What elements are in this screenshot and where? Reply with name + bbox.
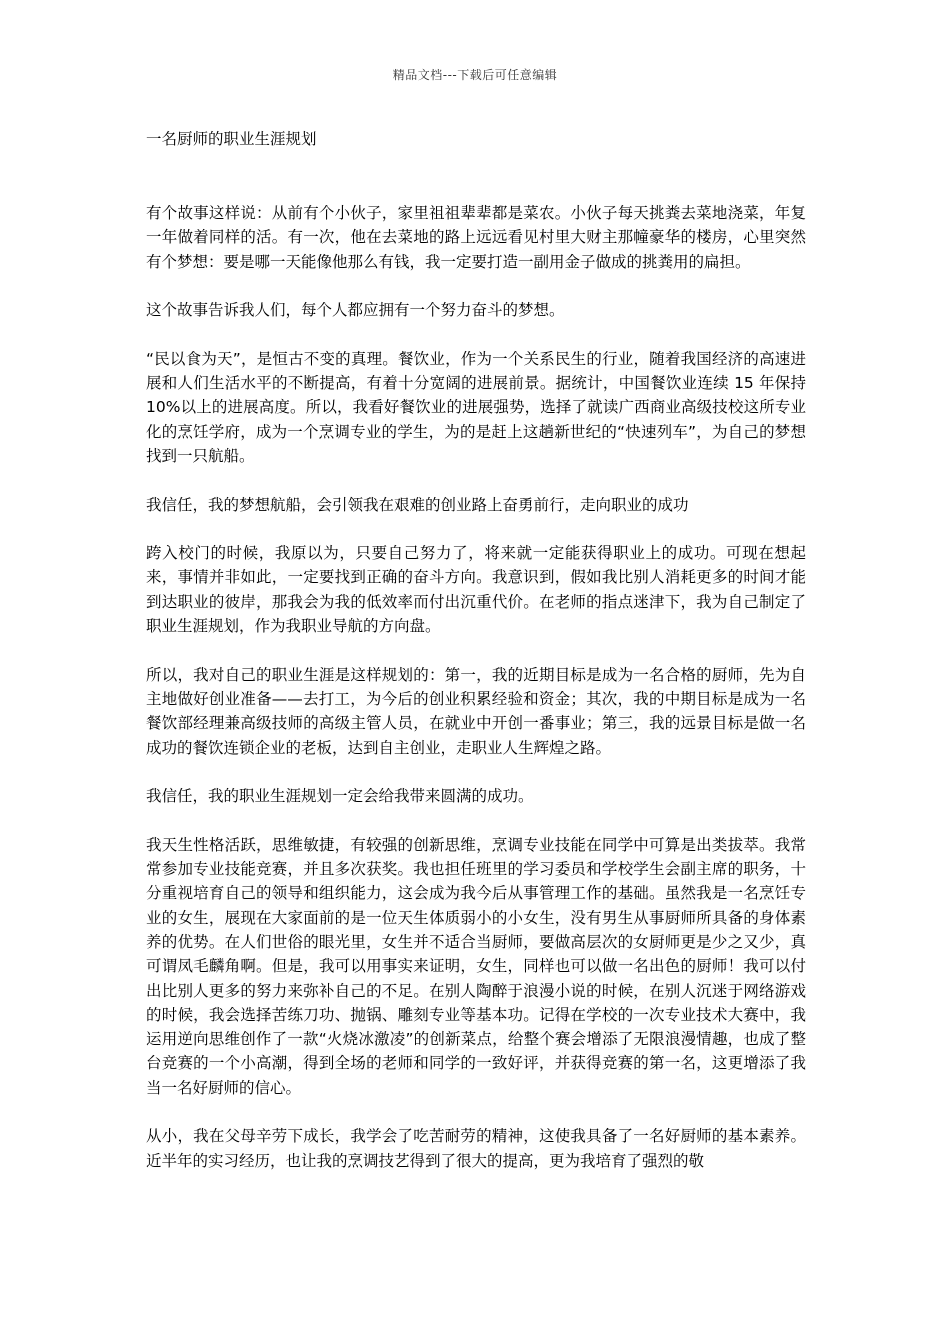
paragraph-self-assessment: 我天生性格活跃，思维敏捷，有较强的创新思维，烹调专业技能在同学中可算是出类拔萃。我常常参加专业技能竞赛，并且多次获奖。我也担任班里的学习委员和学校学生会副主席的职务，十分重视培育自己的领导和组织能力，这会成为我今后从事管理工作的基础。虽然我是一名烹饪专业的女生，展现在大家面前的是一位天生体质弱小的小女生，没有男生从事厨师所具备的身体素养的优势。在人们世俗的眼光里，女生并不适合当厨师，要做高层次的女厨师更是少之又少，真可谓凤毛麟角啊。但是，我可以用事实来证明，女生，同样也可以做一名出色的厨师！我可以付出比别人更多的努力来弥补自己的不足。在别人陶醉于浪漫小说的时候，在别人沉迷于网络游戏的时候，我会选择苦练刀功、抛锅、雕刻专业等基本功。记得在学校的一次专业技术大赛中，我运用逆向思维创作了一款“火烧冰激凌”的创新菜点，给整个赛会增添了无限浪漫情趣，也成了整台竞赛的一个小高潮，得到全场的老师和同学的一致好评，并获得竞赛的第一名，这更增添了我当一名好厨师的信心。 xyxy=(146,835,806,1097)
paragraph-upbringing: 从小，我在父母辛劳下成长，我学会了吃苦耐劳的精神，这使我具备了一名好厨师的基本素养。近半年的实习经历，也让我的烹调技艺得到了很大的提高，更为我培育了强烈的敬 xyxy=(146,1127,806,1170)
paragraph-career-plan: 所以，我对自己的职业生涯是这样规划的：第一，我的近期目标是成为一名合格的厨师，先为自主地做好创业准备——去打工，为今后的创业积累经验和资金；其次，我的中期目标是成为一名餐饮部经理兼高级技师的高级主管人员，在就业中开创一番事业；第三，我的远景目标是做一名成功的餐饮连锁企业的老板，达到自主创业，走职业人生辉煌之路。 xyxy=(146,665,806,757)
document-title: 一名厨师的职业生涯规划 xyxy=(146,130,317,148)
paragraph-direction: 跨入校门的时候，我原以为，只要自己努力了，将来就一定能获得职业上的成功。可现在想起来，事情并非如此，一定要找到正确的奋斗方向。我意识到，假如我比别人消耗更多的时间才能到达职业的彼岸，那我会为我的低效率而付出沉重代价。在老师的指点迷津下，我为自己制定了职业生涯规划，作为我职业导航的方向盘。 xyxy=(146,544,806,636)
paragraph-story: 有个故事这样说：从前有个小伙子，家里祖祖辈辈都是菜农。小伙子每天挑粪去菜地浇菜，年复一年做着同样的活。有一次，他在去菜地的路上远远看见村里大财主那幢豪华的楼房，心里突然有个梦想：要是哪一天能像他那么有钱，我一定要打造一副用金子做成的挑粪用的扁担。 xyxy=(146,204,806,271)
paragraph-confidence: 我信任，我的职业生涯规划一定会给我带来圆满的成功。 xyxy=(146,787,534,806)
running-header: 精品文档---下载后可任意编辑 xyxy=(392,68,558,82)
paragraph-story-moral: 这个故事告诉我人们，每个人都应拥有一个努力奋斗的梦想。 xyxy=(146,301,565,320)
paragraph-dream-ship: 我信任，我的梦想航船，会引领我在艰难的创业路上奋勇前行，走向职业的成功 xyxy=(146,495,689,514)
document-body xyxy=(146,201,806,1197)
paragraph-industry-outlook: “民以食为天”，是恒古不变的真理。餐饮业，作为一个关系民生的行业，随着我国经济的高速进展和人们生活水平的不断提高，有着十分宽阔的进展前景。据统计，中国餐饮业连续 15 年保持 10%以上的进展高度。所以，我看好餐饮业的进展强势，选择了就读广西商业高级技校这所专业化的烹饪学府，成为一个烹调专业的学生，为的是赶上这趟新世纪的“快速列车”，为自己的梦想找到一只航船。 xyxy=(146,349,806,465)
